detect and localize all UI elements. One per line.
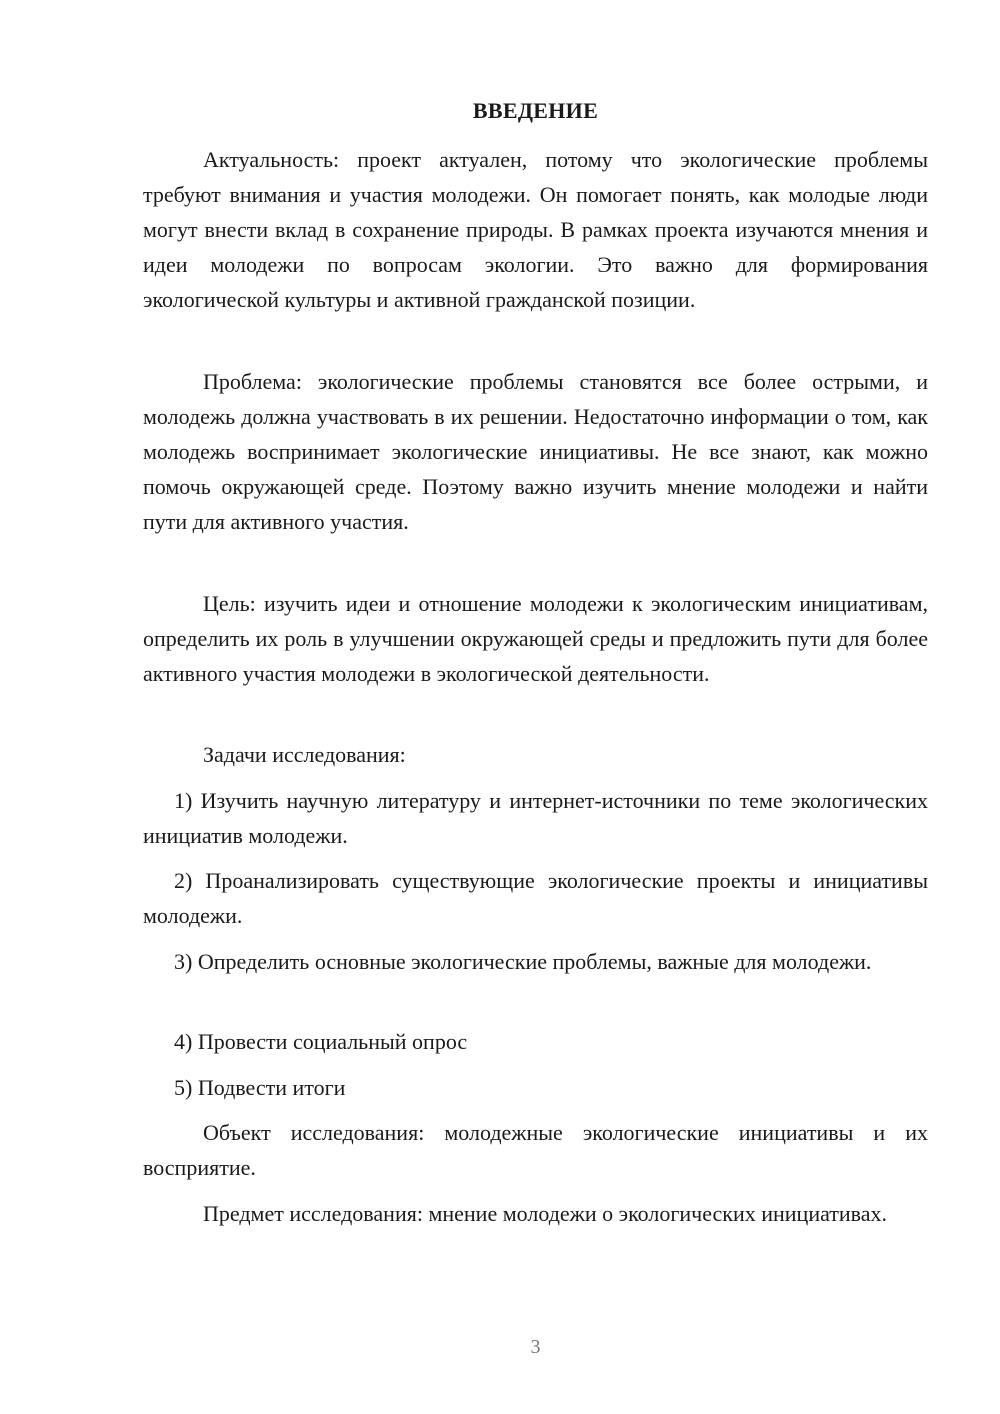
paragraph-problem: Проблема: экологические проблемы становятся все более острыми, и молодежь должна участвовать в их решении. Недостаточно информации о том, как молодежь воспринимает экологические инициативы. Не все знают, как можно помочь окружающей среде. Поэтому важно изучить мнение молодежи и найти пути для активного участия. bbox=[143, 369, 928, 534]
task-item-2: 2) Проанализировать существующие экологические проекты и инициативы молодежи. bbox=[143, 868, 928, 928]
task-item-1: 1) Изучить научную литературу и интернет-источники по теме экологических инициатив молодежи. bbox=[143, 788, 928, 848]
paragraph-subject: Предмет исследования: мнение молодежи о экологических инициативах. bbox=[203, 1201, 888, 1226]
paragraph-relevance: Актуальность: проект актуален, потому что экологические проблемы требуют внимания и участия молодежи. Он помогает понять, как молодые люди могут внести вклад в сохранение природы. В рамках проекта изучаются мнения и идеи молодежи по вопросам экологии. Это важно для формирования экологической культуры и активной гражданской позиции. bbox=[143, 147, 928, 312]
task-item-4: 4) Провести социальный опрос bbox=[174, 1029, 468, 1054]
task-item-5: 5) Подвести итоги bbox=[174, 1075, 346, 1100]
task-item-3: 3) Определить основные экологические проблемы, важные для молодежи. bbox=[174, 949, 872, 974]
page-number: 3 bbox=[530, 1336, 541, 1358]
paragraph-object: Объект исследования: молодежные экологические инициативы и их восприятие. bbox=[143, 1120, 928, 1180]
document-page bbox=[143, 0, 928, 1414]
page-title: ВВЕДЕНИЕ bbox=[472, 98, 599, 123]
paragraph-goal: Цель: изучить идеи и отношение молодежи к экологическим инициативам, определить их роль в улучшении окружающей среды и предложить пути для более активного участия молодежи в экологической деятельности. bbox=[143, 591, 928, 686]
tasks-heading: Задачи исследования: bbox=[203, 742, 406, 767]
